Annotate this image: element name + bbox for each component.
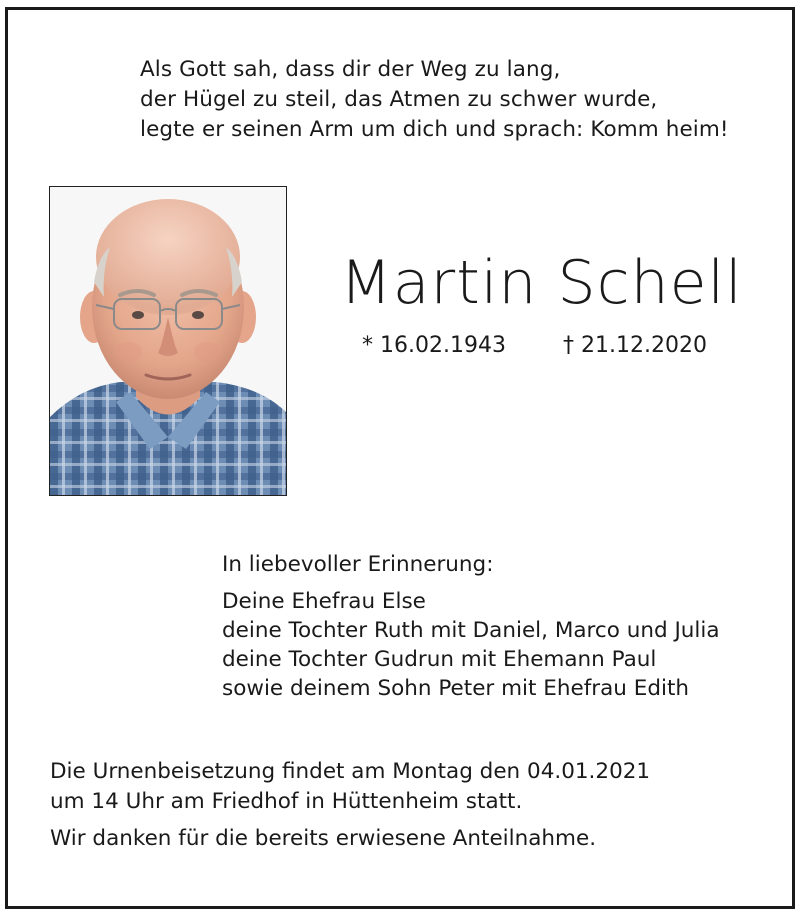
verse-line: Als Gott sah, dass dir der Weg zu lang, [140, 57, 561, 82]
remembrance-block [222, 550, 720, 703]
verse-line: legte er seinen Arm um dich und sprach: Komm heim! [140, 117, 729, 142]
deceased-name: Martin Schell [340, 248, 743, 318]
family-member: deine Tochter Gudrun mit Ehemann Paul [222, 647, 657, 672]
family-member: sowie deinem Sohn Peter mit Ehefrau Edith [222, 676, 690, 701]
family-member: Deine Ehefrau Else [222, 589, 426, 614]
verse-line: der Hügel zu steil, das Atmen zu schwer wurde, [140, 87, 658, 112]
verse [140, 55, 729, 145]
death-date: † 21.12.2020 [563, 333, 707, 358]
funeral-line: um 14 Uhr am Friedhof in Hüttenheim statt. [50, 789, 523, 814]
funeral-info [50, 757, 650, 817]
funeral-line: Die Urnenbeisetzung findet am Montag den 04.01.2021 [50, 759, 651, 784]
family-member: deine Tochter Ruth mit Daniel, Marco und Julia [222, 618, 720, 643]
birth-date: * 16.02.1943 [362, 333, 506, 358]
remembrance-intro: In liebevoller Erinnerung: [222, 552, 494, 577]
portrait-photo [49, 186, 287, 496]
thanks-note: Wir danken für die bereits erwiesene Anteilnahme. [50, 826, 597, 851]
portrait-illustration [50, 187, 286, 495]
